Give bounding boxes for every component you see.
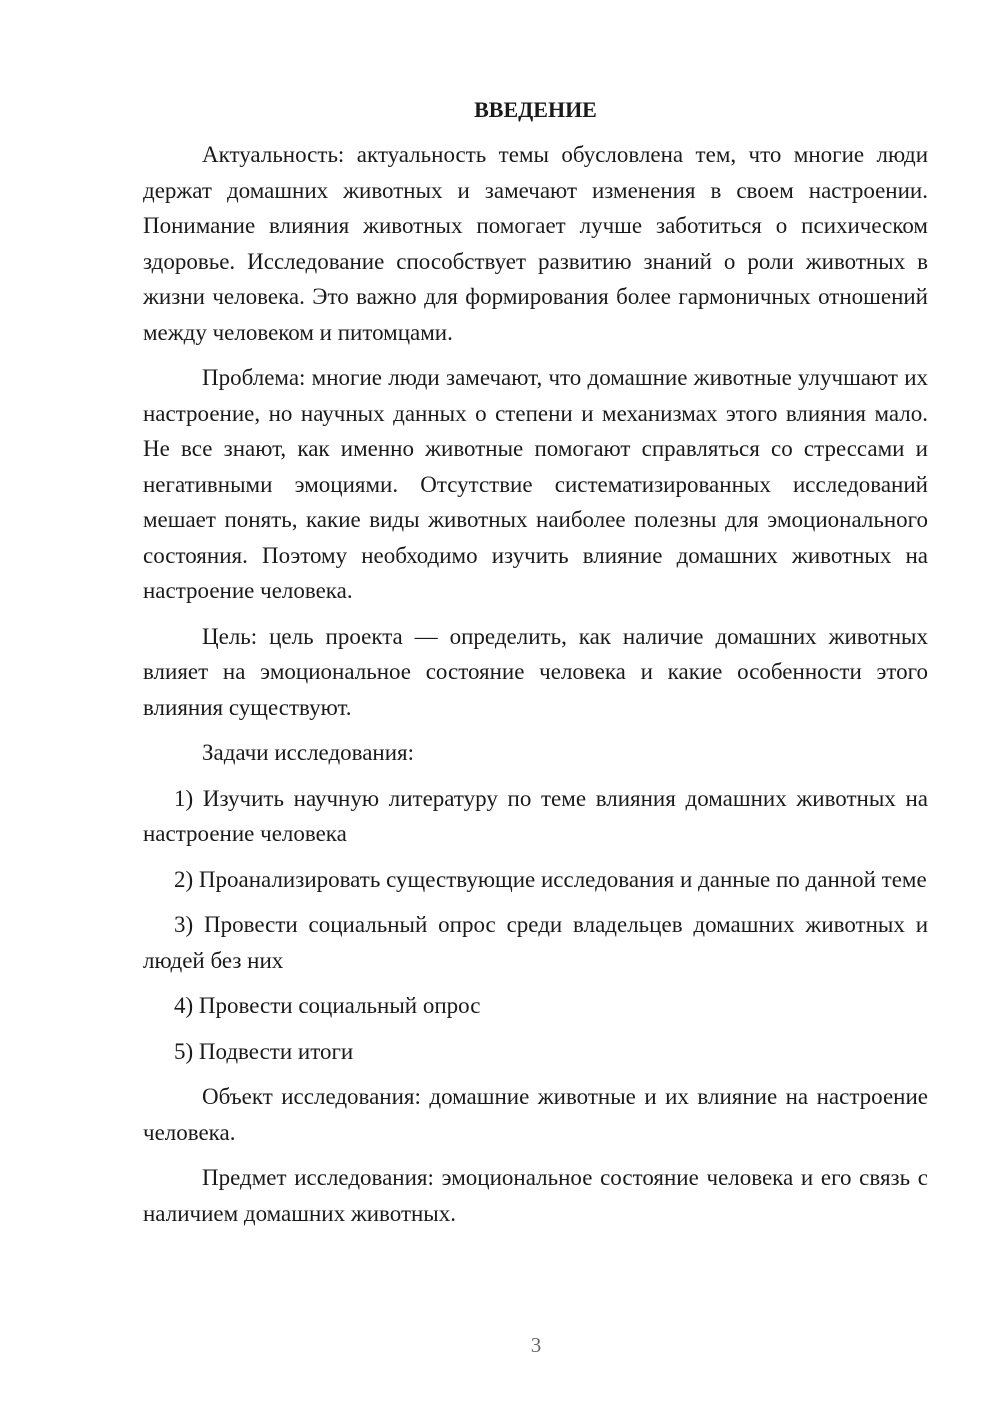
section-title: ВВЕДЕНИЕ: [474, 97, 597, 122]
task-item: 4) Провести социальный опрос: [174, 993, 481, 1018]
task-item: 3) Провести социальный опрос среди владельцев домашних животных и людей без них: [143, 912, 928, 973]
task-item: 5) Подвести итоги: [174, 1038, 354, 1064]
problem-paragraph: Проблема: многие люди замечают, что домашние животные улучшают их настроение, но научных данных о степени и механизмах этого влияния мало. Не все знают, как именно животные помогают справляться со стрессами и негативными эмоциями. Отсутствие систематизированных исследований мешает понять, какие виды животных наиболее полезны для эмоционального состояния. Поэтому необходимо изучить влияние домашних животных на настроение человека.: [143, 365, 928, 603]
tasks-heading: Задачи исследования:: [202, 740, 415, 765]
page-number: 3: [530, 1333, 542, 1357]
goal-paragraph: Цель: цель проекта — определить, как наличие домашних животных влияет на эмоциональное состояние человека и какие особенности этого влияния существуют.: [143, 623, 928, 720]
task-item: 2) Проанализировать существующие исследования и данные по данной теме: [174, 866, 927, 892]
task-item: 1) Изучить научную литературу по теме влияния домашних животных на настроение человека: [143, 785, 928, 846]
subject-paragraph: Предмет исследования: эмоциональное состояние человека и его связь с наличием домашних животных.: [143, 1165, 928, 1226]
object-paragraph: Объект исследования: домашние животные и их влияние на настроение человека.: [143, 1084, 928, 1145]
relevance-paragraph: Актуальность: актуальность темы обусловлена тем, что многие люди держат домашних животных и замечают изменения в своем настроении. Понимание влияния животных помогает лучше заботиться о психическом здоровье. Исследование способствует развитию знаний о роли животных в жизни человека. Это важно для формирования более гармоничных отношений между человеком и питомцами.: [143, 142, 928, 345]
page-content: [143, 92, 928, 1241]
